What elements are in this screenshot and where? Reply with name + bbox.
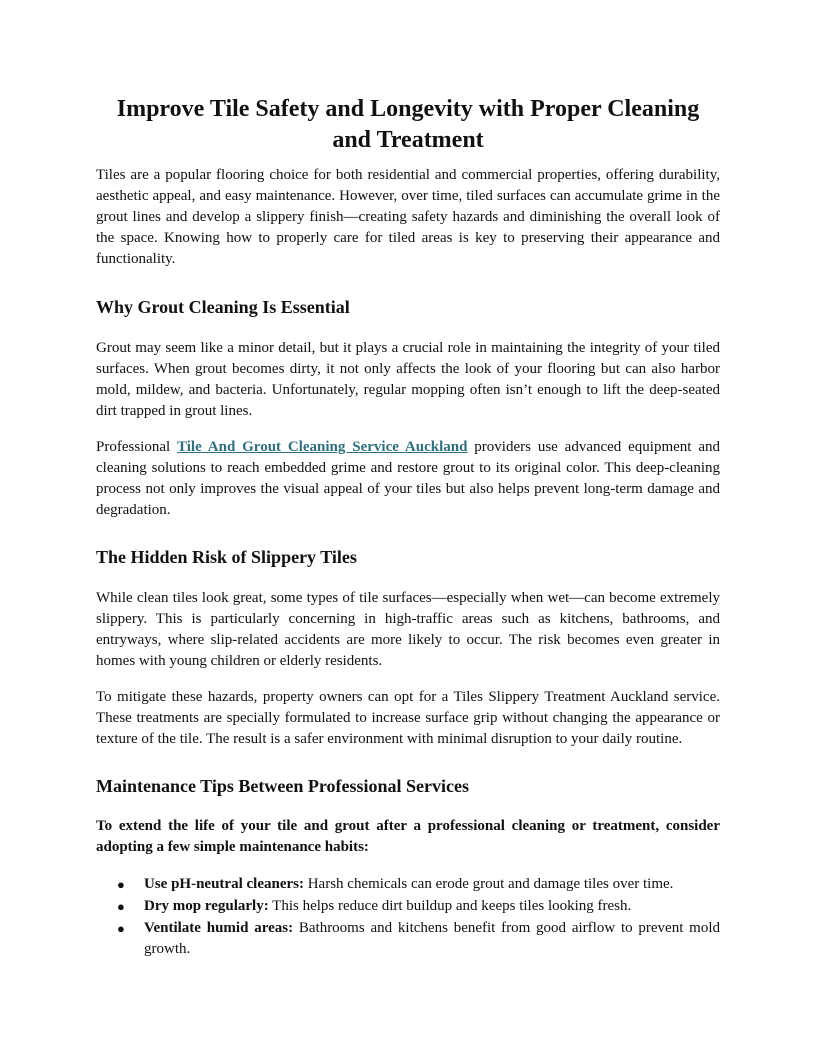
bullet-icon: ●	[117, 899, 125, 914]
bullet-icon: ●	[117, 877, 125, 892]
why-grout-paragraph-2	[96, 437, 720, 521]
slippery-tiles-paragraph-1: While clean tiles look great, some types of tile surfaces—especially when wet—can become extremely slippery. This is particularly concerning in high-traffic areas such as kitchens, bathrooms, and entryways, where slip-related accidents are more likely to occur. The risk becomes even greater in homes with young children or elderly residents.	[96, 590, 720, 669]
intro-paragraph: Tiles are a popular flooring choice for both residential and commercial properties, offering durability, aesthetic appeal, and easy maintenance. However, over time, tiled surfaces can accumulate grime in the grout lines and develop a slippery finish—creating safety hazards and diminishing the overall look of the space. Knowing how to properly care for tiled areas is key to preserving their appearance and functionality.	[96, 167, 720, 267]
tip-text: Bathrooms and kitchens benefit from good airflow to prevent mold growth.	[144, 920, 720, 957]
list-item	[117, 874, 720, 895]
tile-grout-cleaning-link[interactable]: Tile And Grout Cleaning Service Auckland	[177, 439, 468, 455]
slippery-tiles-paragraph-2: To mitigate these hazards, property owners can opt for a Tiles Slippery Treatment Auckland service. These treatments are specially formulated to increase surface grip without changing the appearance or texture of the tile. The result is a safer environment with minimal disruption to your daily routine.	[96, 689, 720, 747]
section-heading-slippery-tiles: The Hidden Risk of Slippery Tiles	[96, 547, 357, 567]
tip-text: Harsh chemicals can erode grout and damage tiles over time.	[303, 876, 674, 892]
document-title: Improve Tile Safety and Longevity with Proper Cleaning and Treatment	[116, 96, 700, 153]
list-item	[117, 896, 720, 917]
section-heading-why-grout: Why Grout Cleaning Is Essential	[96, 297, 350, 317]
bullet-icon: ●	[117, 921, 125, 936]
document-page	[96, 0, 720, 961]
tip-title: Use pH-neutral cleaners:	[144, 876, 304, 892]
tip-title: Ventilate humid areas:	[144, 920, 294, 936]
maintenance-tips-list	[96, 874, 720, 960]
tip-text: This helps reduce dirt buildup and keeps tiles looking fresh.	[268, 898, 632, 914]
list-item	[117, 918, 720, 960]
maintenance-tips-lead: To extend the life of your tile and grout after a professional cleaning or treatment, consider adopting a few simple maintenance habits:	[96, 818, 720, 855]
tip-title: Dry mop regularly:	[144, 898, 269, 914]
why-grout-paragraph-2-rest: providers use advanced equipment and cleaning solutions to reach embedded grime and restore grout to its original color. This deep-cleaning process not only improves the visual appeal of your tiles but also helps prevent long-term damage and degradation.	[96, 439, 720, 518]
why-grout-paragraph-1: Grout may seem like a minor detail, but it plays a crucial role in maintaining the integrity of your tiled surfaces. When grout becomes dirty, it not only affects the look of your flooring but can also harbor mold, mildew, and bacteria. Unfortunately, regular mopping often isn’t enough to lift the deep-seated dirt trapped in grout lines.	[96, 340, 720, 419]
why-grout-paragraph-2-lead: Professional	[96, 439, 178, 455]
section-heading-maintenance-tips: Maintenance Tips Between Professional Services	[96, 776, 469, 796]
